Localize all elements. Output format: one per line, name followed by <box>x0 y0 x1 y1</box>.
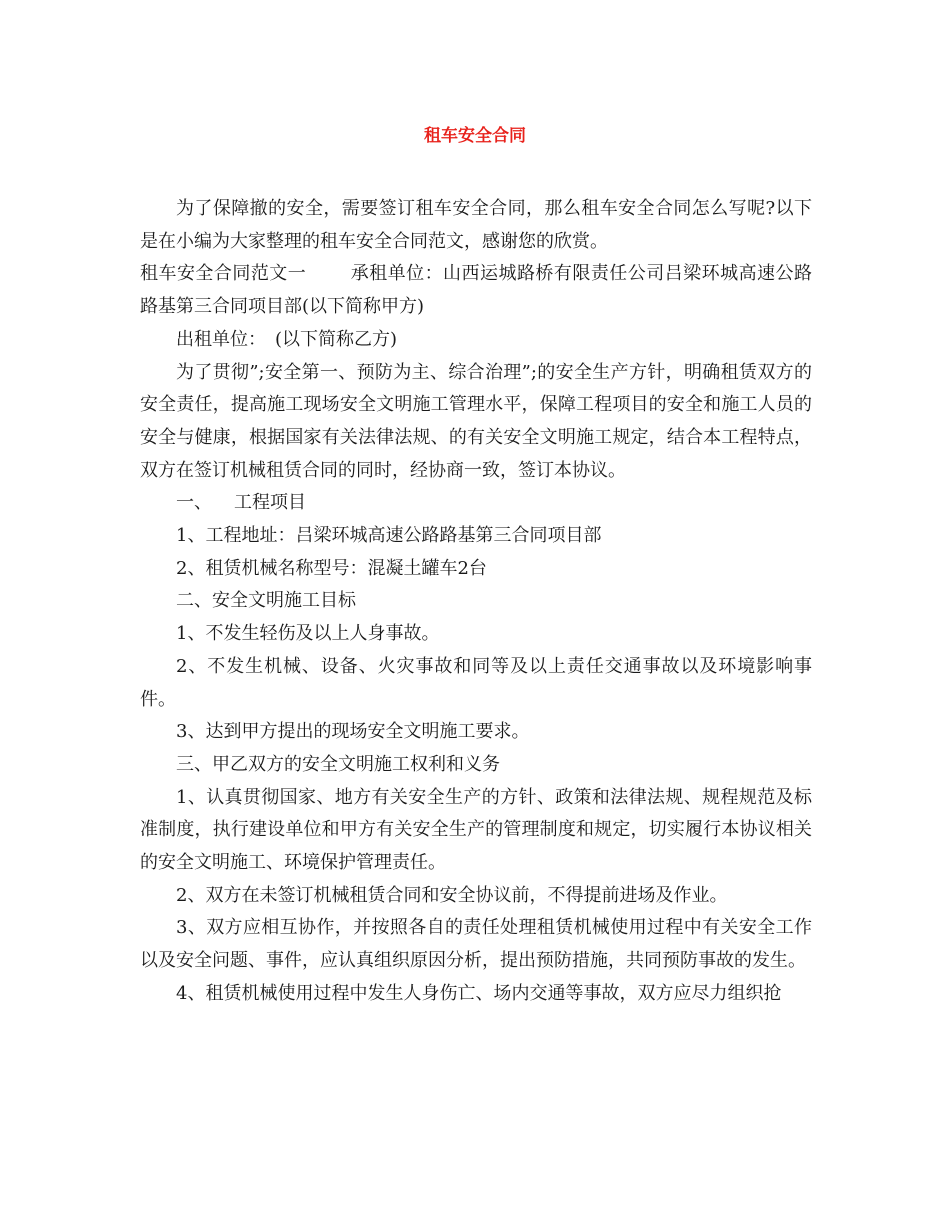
section-1-heading <box>140 487 812 520</box>
sample-label: 租车安全合同范文一 <box>140 263 307 285</box>
lessor-paragraph: 出租单位： (以下简称乙方) <box>176 328 398 350</box>
section-3-item-1: 1、认真贯彻国家、地方有关安全生产的方针、政策和法律法规、规程规范及标准制度，执行建设单位和甲方有关安全生产的管理制度和规定，切实履行本协议相关的安全文明施工、环境保护管理责任。 <box>140 786 812 874</box>
section-3-heading: 三、甲乙双方的安全文明施工权利和义务 <box>176 753 500 775</box>
section-1-item-1: 1、工程地址：吕梁环城高速公路路基第三合同项目部 <box>176 525 602 547</box>
section-1-number: 一、 <box>176 492 212 514</box>
section-2-item-1: 1、不发生轻伤及以上人身事故。 <box>176 623 440 645</box>
section-2-item-2: 2、不发生机械、设备、火灾事故和同等及以上责任交通事故以及环境影响事件。 <box>140 655 812 710</box>
section-2-item-3: 3、达到甲方提出的现场安全文明施工要求。 <box>176 721 530 743</box>
section-3-item-3: 3、双方应相互协作，并按照各自的责任处理租赁机械使用过程中有关安全工作以及安全问题、事件，应认真组织原因分析，提出预防措施，共同预防事故的发生。 <box>140 917 812 972</box>
section-1-title: 工程项目 <box>234 492 306 514</box>
intro-paragraph: 为了保障撤的安全，需要签订租车安全合同，那么租车安全合同怎么写呢?以下是在小编为大家整理的租车安全合同范文，感谢您的欣赏。 <box>140 198 812 252</box>
lessee-paragraph <box>140 258 812 323</box>
section-3-item-4: 4、租赁机械使用过程中发生人身伤亡、场内交通等事故，双方应尽力组织抢 <box>176 982 782 1004</box>
lessee-text: 承租单位：山西运城路桥有限责任公司吕梁环城高速公路路基第三合同项目部(以下简称甲方) <box>140 263 812 318</box>
section-3-item-2: 2、双方在未签订机械租赁合同和安全协议前，不得提前进场及作业。 <box>176 884 728 906</box>
purpose-paragraph: 为了贯彻”;安全第一、预防为主、综合治理”;的安全生产方针，明确租赁双方的安全责任，提高施工现场安全文明施工管理水平，保障工程项目的安全和施工人员的安全与健康，根据国家有关法律法规、的有关安全文明施工规定，结合本工程特点，双方在签订机械租赁合同的同时，经协商一致，签订本协议。 <box>140 361 812 481</box>
section-2-heading: 二、安全文明施工目标 <box>176 590 356 612</box>
document-body <box>140 193 812 1011</box>
document-title: 租车安全合同 <box>424 126 526 146</box>
section-1-item-2: 2、租赁机械名称型号：混凝土罐车2台 <box>176 557 487 579</box>
